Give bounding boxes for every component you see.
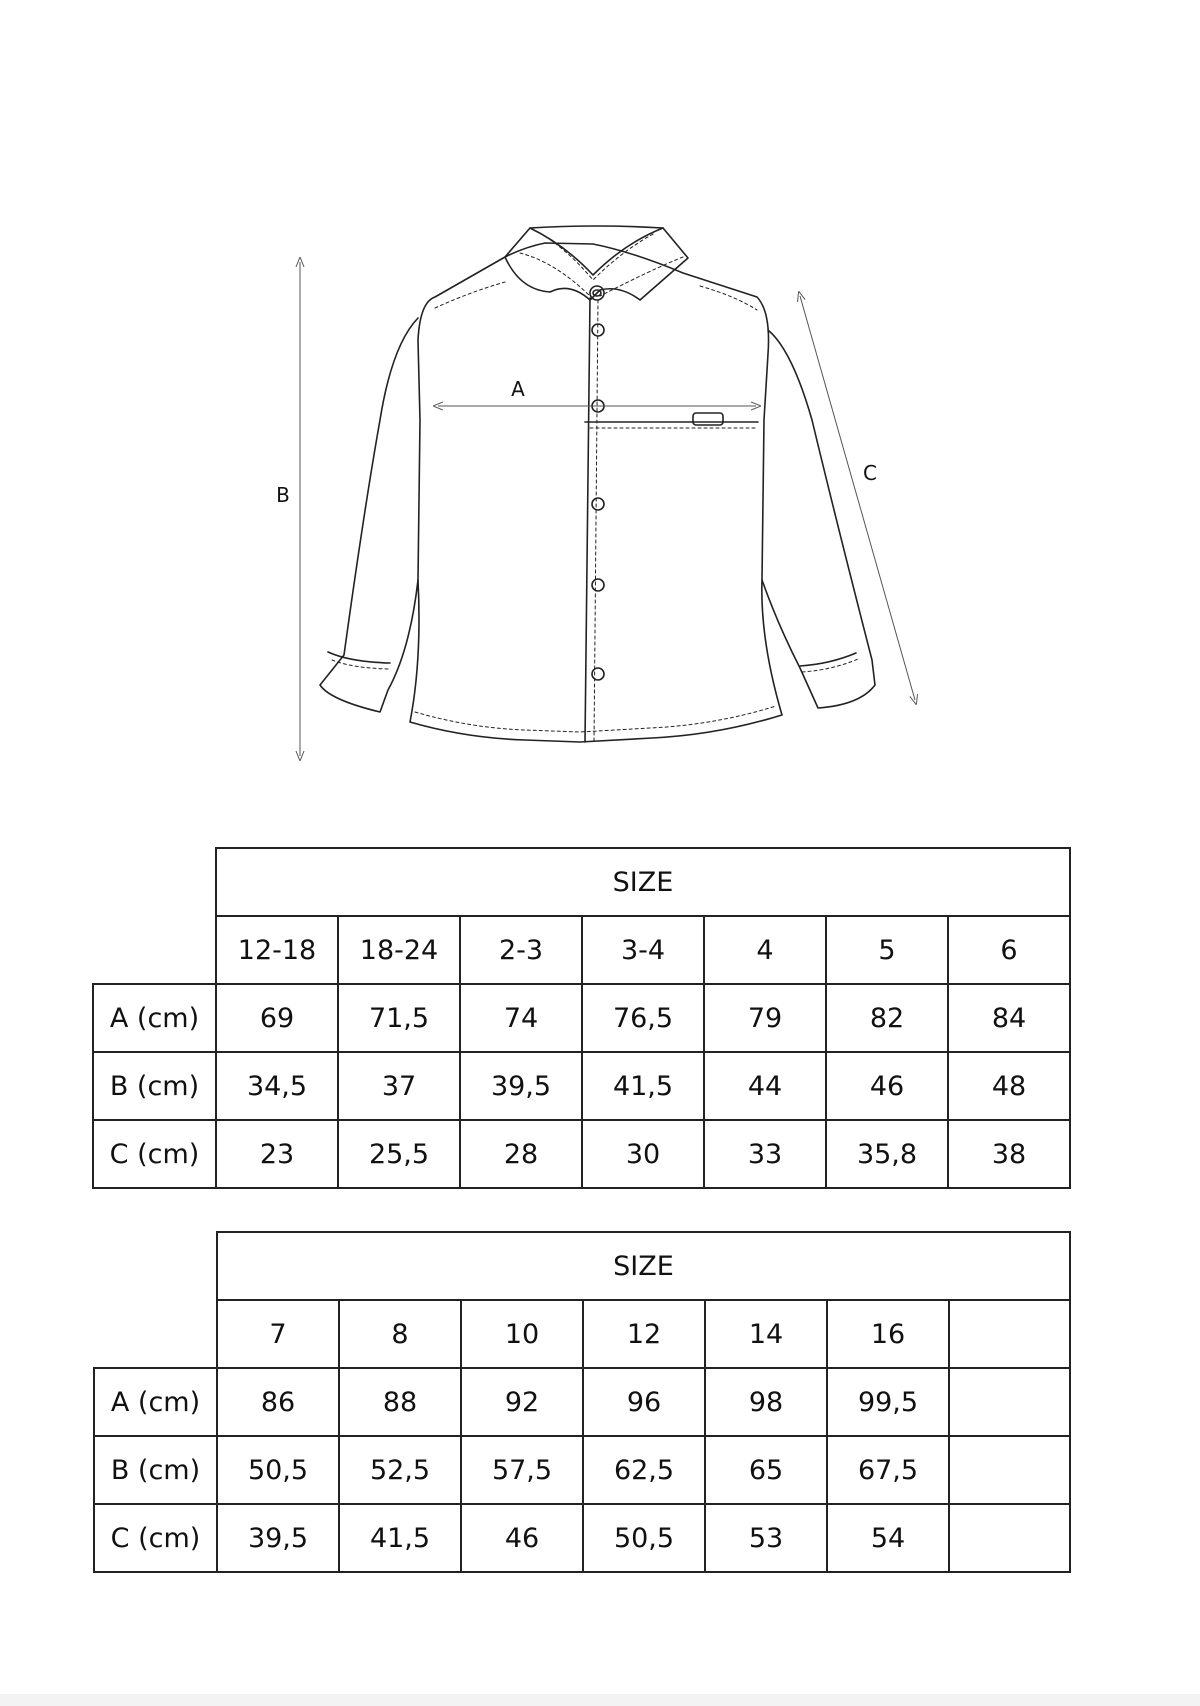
- value-cell: 52,5: [339, 1436, 461, 1504]
- value-cell: 74: [460, 984, 582, 1052]
- value-cell: 98: [705, 1368, 827, 1436]
- table-row: [94, 1368, 1070, 1436]
- value-cell: 65: [705, 1436, 827, 1504]
- row-label: A (cm): [94, 1368, 217, 1436]
- size-header: SIZE: [217, 1232, 1070, 1300]
- table-row: [93, 984, 1070, 1052]
- value-cell: 53: [705, 1504, 827, 1572]
- value-cell: 82: [826, 984, 948, 1052]
- value-cell: 25,5: [338, 1120, 460, 1188]
- size-cell: 2-3: [460, 916, 582, 984]
- value-cell: 23: [216, 1120, 338, 1188]
- value-cell: [949, 1436, 1070, 1504]
- size-cell: 5: [826, 916, 948, 984]
- value-cell: 44: [704, 1052, 826, 1120]
- row-label: C (cm): [93, 1120, 216, 1188]
- value-cell: 79: [704, 984, 826, 1052]
- value-cell: 34,5: [216, 1052, 338, 1120]
- value-cell: 33: [704, 1120, 826, 1188]
- value-cell: 28: [460, 1120, 582, 1188]
- value-cell: 30: [582, 1120, 704, 1188]
- table-row: [93, 1120, 1070, 1188]
- value-cell: 39,5: [460, 1052, 582, 1120]
- value-cell: 41,5: [339, 1504, 461, 1572]
- table-corner: [94, 1232, 217, 1300]
- table-corner: [93, 916, 216, 984]
- value-cell: 48: [948, 1052, 1070, 1120]
- value-cell: 54: [827, 1504, 949, 1572]
- value-cell: 46: [461, 1504, 583, 1572]
- value-cell: 50,5: [583, 1504, 705, 1572]
- value-cell: 57,5: [461, 1436, 583, 1504]
- table-row: [94, 1436, 1070, 1504]
- value-cell: 38: [948, 1120, 1070, 1188]
- value-cell: 88: [339, 1368, 461, 1436]
- value-cell: 84: [948, 984, 1070, 1052]
- value-cell: [949, 1368, 1070, 1436]
- size-table-2: [93, 1231, 1071, 1573]
- size-cell: 18-24: [338, 916, 460, 984]
- measure-c-label: C: [863, 461, 877, 485]
- size-cell: 8: [339, 1300, 461, 1368]
- size-cell: 6: [948, 916, 1070, 984]
- measure-b-label: B: [276, 483, 290, 507]
- size-cell: 4: [704, 916, 826, 984]
- shirt-diagram: [0, 0, 1200, 780]
- table-row: [94, 1504, 1070, 1572]
- shirt-outline: [320, 226, 875, 742]
- size-cell: 14: [705, 1300, 827, 1368]
- value-cell: 37: [338, 1052, 460, 1120]
- size-cell: 7: [217, 1300, 339, 1368]
- value-cell: 71,5: [338, 984, 460, 1052]
- value-cell: 35,8: [826, 1120, 948, 1188]
- row-label: B (cm): [94, 1436, 217, 1504]
- row-label: C (cm): [94, 1504, 217, 1572]
- value-cell: 99,5: [827, 1368, 949, 1436]
- size-cell: 12-18: [216, 916, 338, 984]
- value-cell: 62,5: [583, 1436, 705, 1504]
- table-corner: [94, 1300, 217, 1368]
- page-bottom-edge: [0, 1694, 1200, 1706]
- value-cell: 69: [216, 984, 338, 1052]
- size-cell: [949, 1300, 1070, 1368]
- value-cell: 41,5: [582, 1052, 704, 1120]
- size-cell: 10: [461, 1300, 583, 1368]
- table-corner: [93, 848, 216, 916]
- value-cell: [949, 1504, 1070, 1572]
- value-cell: 92: [461, 1368, 583, 1436]
- row-label: B (cm): [93, 1052, 216, 1120]
- value-cell: 86: [217, 1368, 339, 1436]
- value-cell: 96: [583, 1368, 705, 1436]
- value-cell: 50,5: [217, 1436, 339, 1504]
- value-cell: 39,5: [217, 1504, 339, 1572]
- size-cell: 12: [583, 1300, 705, 1368]
- row-label: A (cm): [93, 984, 216, 1052]
- measure-c-arrow: [800, 296, 915, 700]
- size-table-1: [92, 847, 1071, 1189]
- size-cell: 16: [827, 1300, 949, 1368]
- size-header: SIZE: [216, 848, 1070, 916]
- measure-a-label: A: [511, 377, 525, 401]
- value-cell: 76,5: [582, 984, 704, 1052]
- table-row: [93, 1052, 1070, 1120]
- size-cell: 3-4: [582, 916, 704, 984]
- value-cell: 46: [826, 1052, 948, 1120]
- value-cell: 67,5: [827, 1436, 949, 1504]
